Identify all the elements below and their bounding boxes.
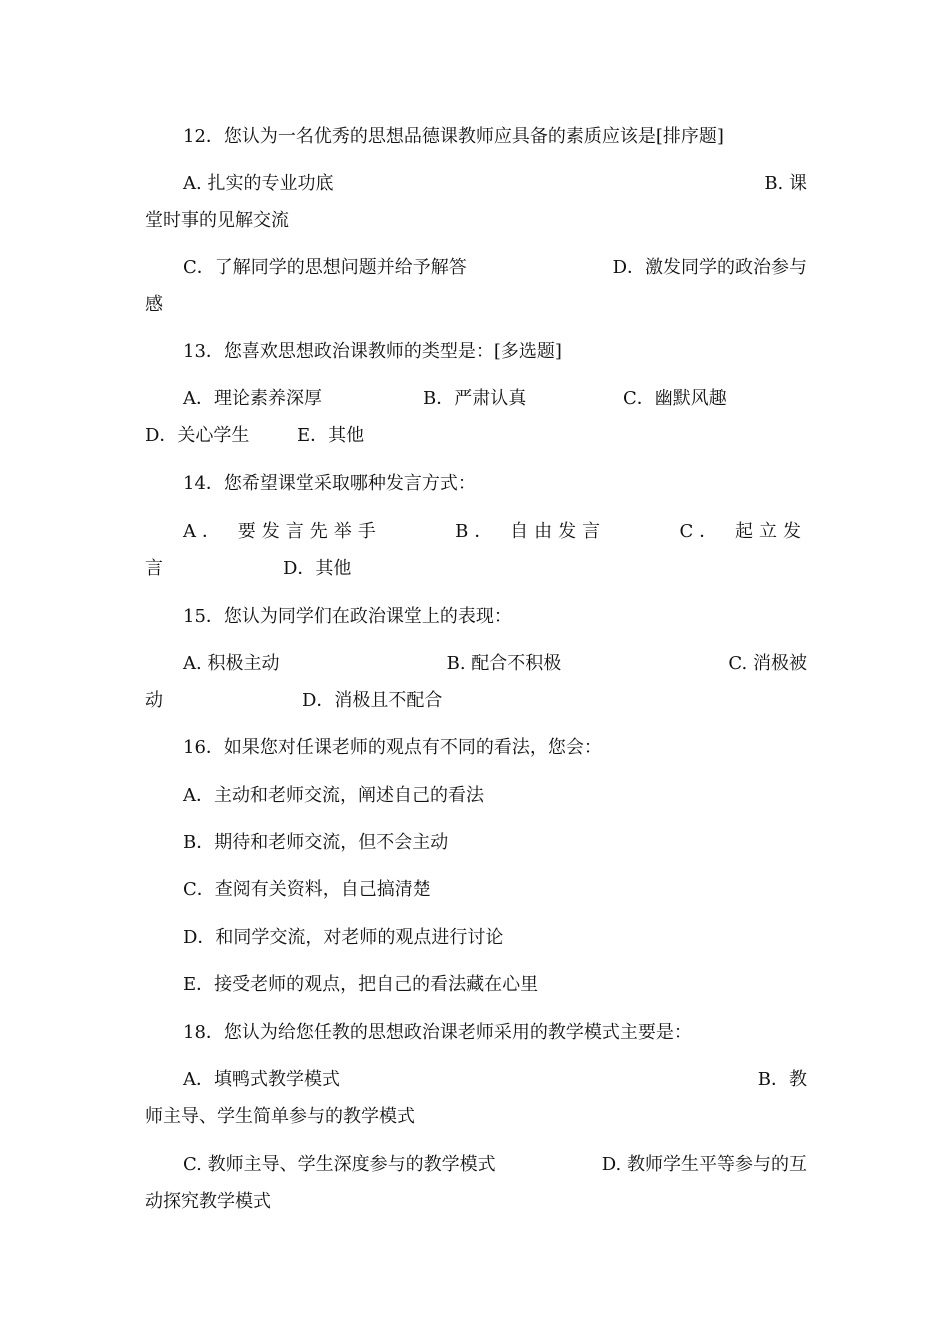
q12-option-d-cont: 感 [145,294,163,315]
q18-option-d: D. 教师学生平等参与的互 [601,1154,807,1175]
q18-options-line2 [183,1153,807,1177]
q14-option-b: B． 自由发言 [455,521,607,542]
q18-options-line1 [183,1068,807,1092]
q18-option-b-cont: 师主导、学生简单参与的教学模式 [145,1106,415,1127]
q12-option-a: A. 扎实的专业功底 [183,173,334,194]
q13-option-e: E．其他 [297,425,365,446]
q15-question: 15．您认为同学们在政治课堂上的表现： [183,606,512,627]
q15-option-c: C. 消极被 [728,653,807,674]
q16-option-d: D．和同学交流，对老师的观点进行讨论 [183,927,504,948]
q14-question: 14．您希望课堂采取哪种发言方式： [183,473,476,494]
q14-options-line1 [183,520,807,544]
q13-options-line1 [183,387,807,411]
q18-option-d-cont: 动探究教学模式 [145,1191,271,1212]
q14-option-c: C． 起立发 [679,521,807,542]
q13-option-c: C．幽默风趣 [623,388,727,409]
q12-option-b-cont: 堂时事的见解交流 [145,210,289,231]
q14-option-a: A． 要发言先举手 [183,521,382,542]
q14-option-c-cont: 言 [145,558,163,579]
q12-option-b: B. 课 [764,173,807,194]
q12-option-d: D．激发同学的政治参与 [612,257,807,278]
q13-options-line2 [145,424,807,448]
q15-option-b: B. 配合不积极 [446,653,562,674]
q18-option-b: B．教 [757,1069,807,1090]
q12-option-c: C．了解同学的思想问题并给予解答 [183,257,467,278]
q12-question: 12．您认为一名优秀的思想品德课教师应具备的素质应该是[排序题] [183,126,724,147]
q13-option-a: A．理论素养深厚 [183,388,322,409]
q15-options-line1 [183,652,807,676]
q12-options-line2 [183,256,807,280]
q16-option-e: E．接受老师的观点，把自己的看法藏在心里 [183,974,539,995]
q15-option-a: A. 积极主动 [183,653,280,674]
q15-option-c-cont: 动 [145,690,163,711]
q16-option-c: C．查阅有关资料，自己搞清楚 [183,879,431,900]
q16-option-a: A．主动和老师交流，阐述自己的看法 [183,785,484,806]
q18-question: 18．您认为给您任教的思想政治课老师采用的教学模式主要是： [183,1022,692,1043]
q14-option-d: D．其他 [283,558,352,579]
q18-option-c: C. 教师主导、学生深度参与的教学模式 [183,1154,496,1175]
q18-option-a: A．填鸭式教学模式 [183,1069,340,1090]
q15-options-line2 [145,689,807,713]
q16-question: 16．如果您对任课老师的观点有不同的看法，您会： [183,737,602,758]
q13-option-b: B．严肃认真 [423,388,527,409]
q13-question: 13．您喜欢思想政治课教师的类型是：[多选题] [183,341,562,362]
q16-option-b: B．期待和老师交流，但不会主动 [183,832,449,853]
q14-options-line2 [145,557,807,581]
q13-option-d: D．关心学生 [145,425,250,446]
q15-option-d: D．消极且不配合 [302,690,443,711]
q12-options-line1 [183,172,807,196]
